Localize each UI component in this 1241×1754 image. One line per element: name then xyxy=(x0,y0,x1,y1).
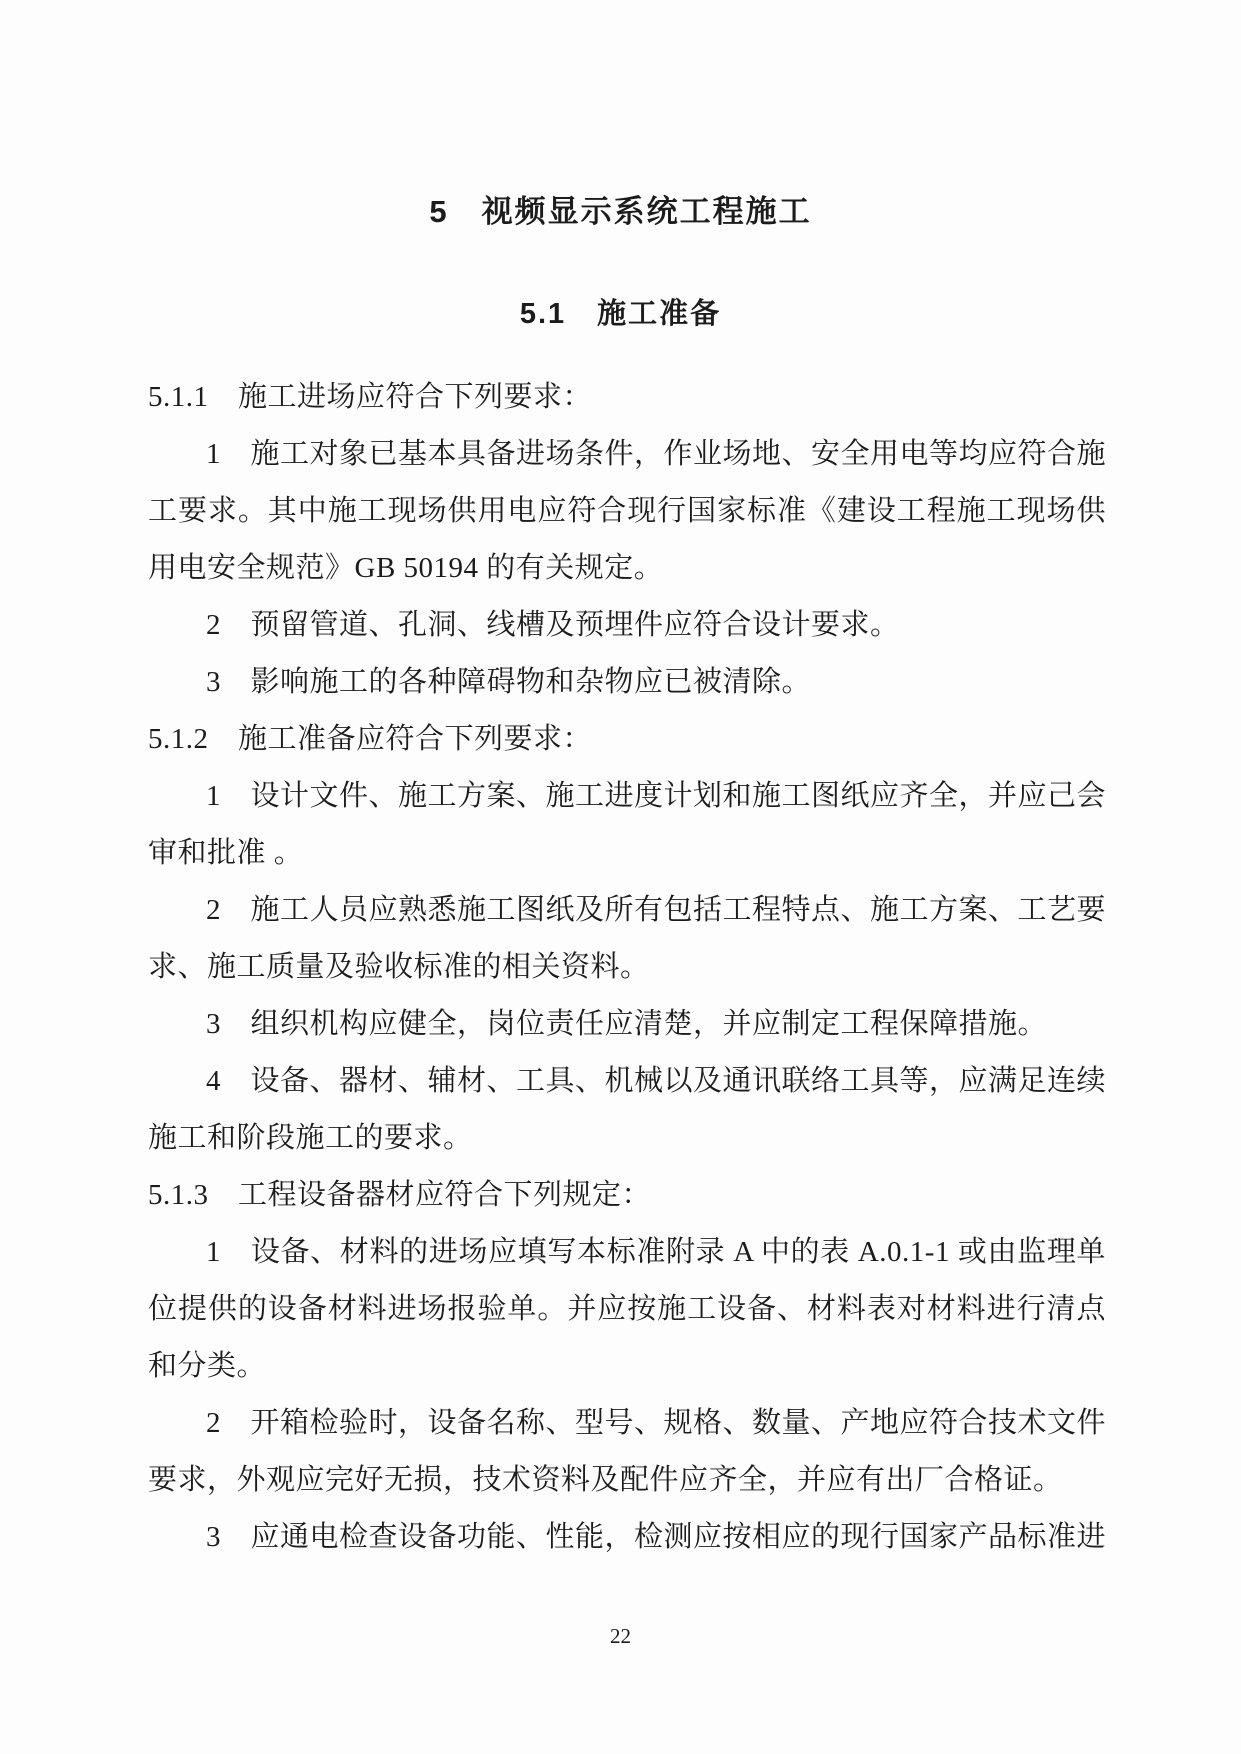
text-line: 1 施工对象已基本具备进场条件，作业场地、安全用电等均应符合施 xyxy=(206,438,1106,470)
text-line: 审和批准 。 xyxy=(148,837,304,869)
text-line: 位提供的设备材料进场报验单。并应按施工设备、材料表对材料进行清点 xyxy=(148,1293,1106,1325)
text-line: 2 施工人员应熟悉施工图纸及所有包括工程特点、施工方案、工艺要 xyxy=(206,894,1106,926)
text-line: 要求，外观应完好无损，技术资料及配件应齐全，并应有出厂合格证。 xyxy=(148,1464,1063,1496)
text-line: 2 开箱检验时，设备名称、型号、规格、数量、产地应符合技术文件 xyxy=(206,1407,1106,1439)
text-line: 工要求。其中施工现场供用电应符合现行国家标准《建设工程施工现场供 xyxy=(148,495,1106,527)
text-line: 3 影响施工的各种障碍物和杂物应已被清除。 xyxy=(206,666,812,698)
section-heading: 5.1 施工准备 xyxy=(519,298,722,330)
text-line: 1 设备、材料的进场应填写本标准附录 A 中的表 A.0.1-1 或由监理单 xyxy=(206,1236,1106,1268)
text-line: 5.1.3 工程设备器材应符合下列规定： xyxy=(148,1179,652,1211)
text-line: 5.1.1 施工进场应符合下列要求： xyxy=(148,381,593,413)
text-line: 4 设备、器材、辅材、工具、机械以及通讯联络工具等，应满足连续 xyxy=(206,1065,1106,1097)
text-line: 用电安全规范》GB 50194 的有关规定。 xyxy=(148,552,664,584)
body-text xyxy=(148,369,1106,1566)
text-line: 和分类。 xyxy=(148,1350,267,1382)
text-line: 3 应通电检查设备功能、性能，检测应按相应的现行国家产品标准进 xyxy=(206,1521,1106,1553)
text-line: 5.1.2 施工准备应符合下列要求： xyxy=(148,723,593,755)
page-number: 22 xyxy=(610,1624,631,1648)
text-line: 3 组织机构应健全，岗位责任应清楚，并应制定工程保障措施。 xyxy=(206,1008,1048,1040)
text-line: 求、施工质量及验收标准的相关资料。 xyxy=(148,951,650,983)
text-line: 施工和阶段施工的要求。 xyxy=(148,1122,473,1154)
chapter-title: 5 视频显示系统工程施工 xyxy=(429,194,812,229)
text-line: 1 设计文件、施工方案、施工进度计划和施工图纸应齐全，并应己会 xyxy=(206,780,1106,812)
text-line: 2 预留管道、孔洞、线槽及预埋件应符合设计要求。 xyxy=(206,609,900,641)
